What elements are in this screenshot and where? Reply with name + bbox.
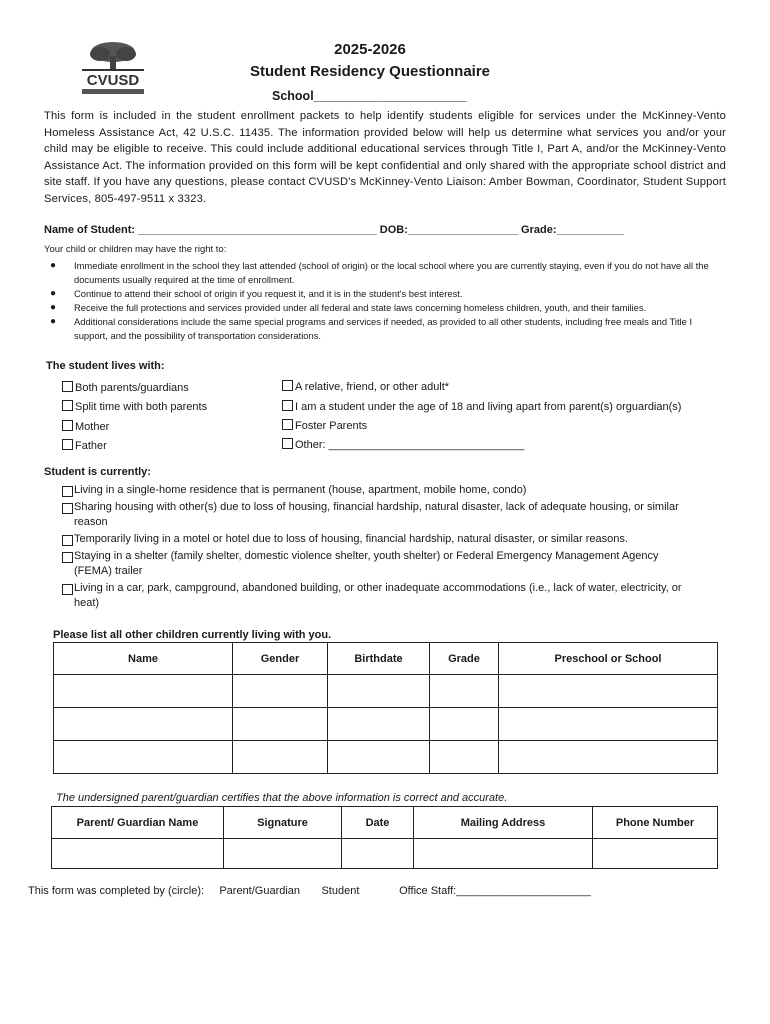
option-motel[interactable]: Temporarily living in a motel or hotel due to loss of housing, financial hardship, natural disaster, or similar reasons. — [62, 532, 682, 547]
option-student[interactable]: Student — [321, 885, 360, 897]
col-signature: Signature — [224, 807, 342, 839]
col-birthdate: Birthdate — [328, 643, 430, 675]
table-cell[interactable] — [499, 741, 718, 774]
table-row — [54, 675, 718, 708]
option-office-staff[interactable]: Office Staff:______________________ — [399, 885, 591, 897]
bullet-icon: ● — [50, 316, 57, 327]
student-info-line[interactable]: Name of Student: _______________________________________ DOB:__________________ Grade:___________ — [44, 224, 624, 236]
checkbox-icon[interactable] — [62, 535, 73, 546]
logo-text: CVUSD — [86, 72, 140, 89]
bullet-icon: ● — [50, 302, 57, 313]
signature-table — [51, 806, 718, 869]
table-cell[interactable] — [54, 741, 233, 774]
checkbox-icon[interactable] — [62, 439, 73, 450]
form-title: Student Residency Questionnaire — [249, 63, 491, 80]
completed-by-line — [28, 885, 591, 897]
checkbox-both-parents[interactable]: Both parents/guardians — [62, 381, 189, 394]
table-cell[interactable] — [593, 839, 718, 869]
form-year: 2025-2026 — [334, 41, 406, 58]
table-cell[interactable] — [52, 839, 224, 869]
rights-intro: Your child or children may have the right to: — [44, 244, 227, 255]
col-gender: Gender — [233, 643, 328, 675]
checkbox-other[interactable]: Other: ________________________________ — [282, 438, 524, 451]
table-cell[interactable] — [430, 708, 499, 741]
children-table — [53, 642, 718, 774]
checkbox-icon[interactable] — [282, 380, 293, 391]
checkbox-foster[interactable]: Foster Parents — [282, 419, 367, 432]
checkbox-icon[interactable] — [62, 584, 73, 595]
col-guardian-name: Parent/ Guardian Name — [52, 807, 224, 839]
list-item: ● Additional considerations include the same special programs and services if needed, as provided to all other students, including free meals and Title I support, and the possibility of transportation considerations. — [50, 316, 693, 341]
currently-options — [62, 483, 682, 613]
checkbox-icon[interactable] — [62, 400, 73, 411]
checkbox-icon[interactable] — [62, 420, 73, 431]
table-cell[interactable] — [224, 839, 342, 869]
school-field[interactable]: School______________________ — [272, 89, 467, 103]
checkbox-icon[interactable] — [62, 486, 73, 497]
table-cell[interactable] — [233, 708, 328, 741]
checkbox-mother[interactable]: Mother — [62, 420, 109, 433]
table-cell[interactable] — [54, 708, 233, 741]
table-cell[interactable] — [233, 741, 328, 774]
col-date: Date — [342, 807, 414, 839]
table-cell[interactable] — [430, 741, 499, 774]
currently-heading: Student is currently: — [44, 466, 151, 478]
checkbox-icon[interactable] — [62, 552, 73, 563]
table-cell[interactable] — [414, 839, 593, 869]
table-header-row — [54, 643, 718, 675]
col-school: Preschool or School — [499, 643, 718, 675]
checkbox-icon[interactable] — [62, 503, 73, 514]
table-cell[interactable] — [54, 675, 233, 708]
table-cell[interactable] — [328, 741, 430, 774]
table-cell[interactable] — [233, 675, 328, 708]
lives-with-heading: The student lives with: — [46, 360, 165, 372]
table-cell[interactable] — [328, 708, 430, 741]
col-address: Mailing Address — [414, 807, 593, 839]
table-header-row — [52, 807, 718, 839]
checkbox-icon[interactable] — [282, 438, 293, 449]
table-cell[interactable] — [499, 708, 718, 741]
option-permanent[interactable]: Living in a single-home residence that is permanent (house, apartment, mobile home, condo) — [62, 483, 682, 498]
checkbox-icon[interactable] — [282, 400, 293, 411]
checkbox-icon[interactable] — [62, 381, 73, 392]
checkbox-unaccompanied[interactable]: I am a student under the age of 18 and living apart from parent(s) orguardian(s) — [282, 400, 681, 413]
list-item: ● Receive the full protections and services provided under all federal and state laws concerning homeless children, youth, and their families. — [50, 302, 647, 313]
option-car-park[interactable]: Living in a car, park, campground, abandoned building, or other inadequate accommodations (i.e., lack of water, electricity, or heat) — [62, 581, 682, 611]
table-cell[interactable] — [328, 675, 430, 708]
certify-statement: The undersigned parent/guardian certifies that the above information is correct and accurate. — [56, 792, 508, 804]
checkbox-icon[interactable] — [282, 419, 293, 430]
table-row — [54, 708, 718, 741]
children-heading: Please list all other children currently living with you. — [53, 629, 332, 641]
option-shelter[interactable]: Staying in a shelter (family shelter, domestic violence shelter, youth shelter) or Federal Emergency Management Agency (FEMA) trailer — [62, 549, 682, 579]
completed-by-label: This form was completed by (circle): — [28, 885, 205, 897]
option-sharing[interactable]: Sharing housing with other(s) due to loss of housing, financial hardship, natural disaster, lack of adequate housing, or similar reason — [62, 500, 682, 530]
bullet-icon: ● — [50, 288, 57, 299]
bullet-icon: ● — [50, 260, 57, 271]
col-name: Name — [54, 643, 233, 675]
intro-paragraph: This form is included in the student enrollment packets to help identify students eligible for services under the McKinney-Vento Homeless Assistance Act, 42 U.S.C. 11435. The information provided below will help us determine what services you and/or your child may be eligible to receive. This could include additional educational services through Title I, Part A, and/or the McKinney-Vento Assistance Act. The information provided on this form will be kept confidential and only shared with the appropriate school district and site staff. If you have any questions, please contact CVUSD's McKinney-Vento Liaison: Amber Bowman, Coordinator, Student Support Services, 805-497-9511 x 3323. — [44, 110, 726, 205]
table-cell[interactable] — [342, 839, 414, 869]
list-item: ● Continue to attend their school of origin if you request it, and it is in the student's best interest. — [50, 288, 463, 299]
checkbox-father[interactable]: Father — [62, 439, 107, 452]
table-row — [54, 741, 718, 774]
col-grade: Grade — [430, 643, 499, 675]
col-phone: Phone Number — [593, 807, 718, 839]
list-item: ● Immediate enrollment in the school they last attended (school of origin) or the local school where you are currently staying, even if you do not have all the documents usually required at the time of enrollment. — [50, 260, 709, 285]
checkbox-split-time[interactable]: Split time with both parents — [62, 400, 207, 413]
rights-list — [50, 259, 714, 343]
option-parent-guardian[interactable]: Parent/Guardian — [219, 885, 301, 897]
table-cell[interactable] — [499, 675, 718, 708]
table-row — [52, 839, 718, 869]
table-cell[interactable] — [430, 675, 499, 708]
checkbox-relative[interactable]: A relative, friend, or other adult* — [282, 380, 449, 393]
